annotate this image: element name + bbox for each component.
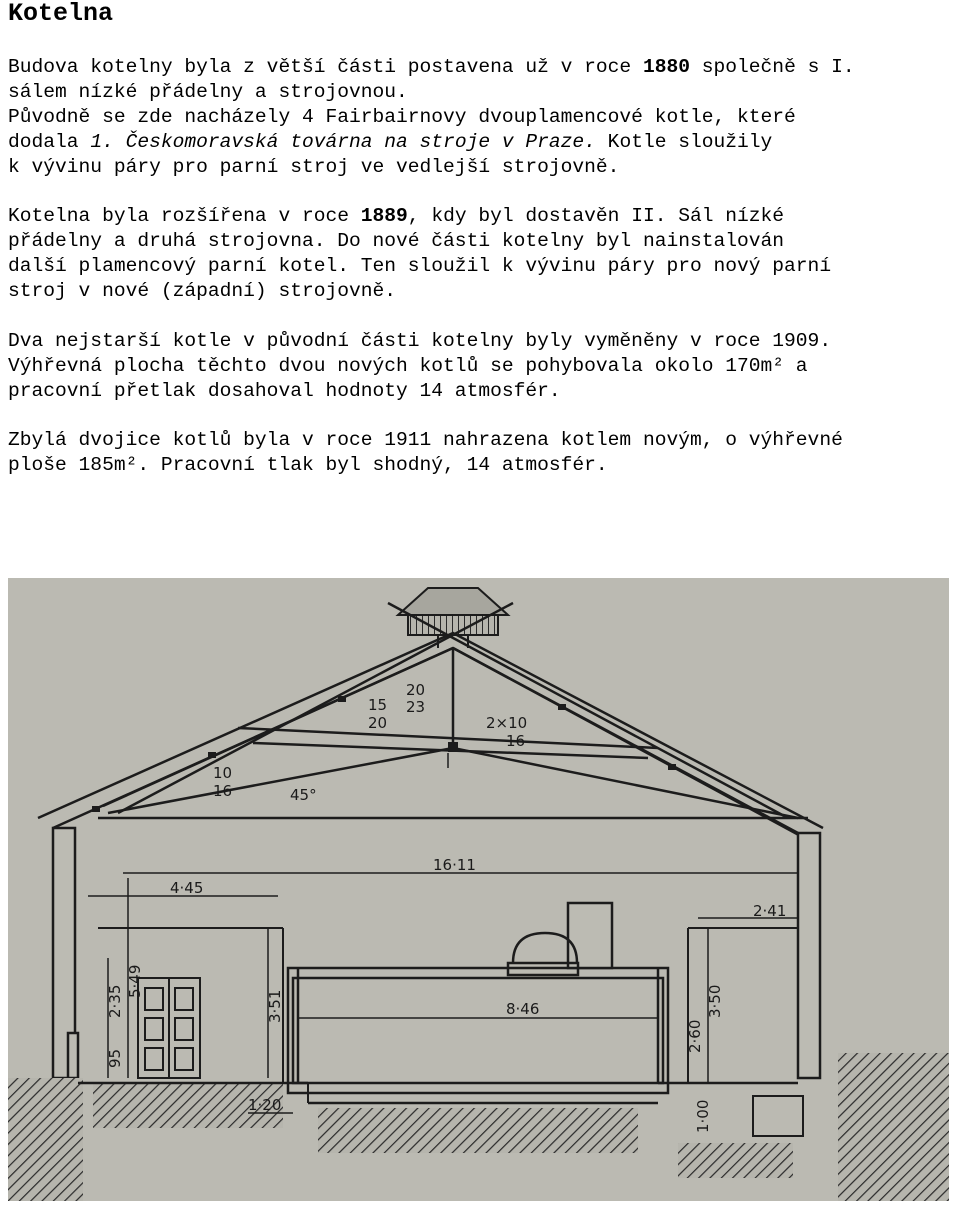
dim-15: 15 <box>368 696 388 714</box>
p2-text-1: Kotelna byla rozšířena v roce <box>8 205 361 227</box>
p2-text-2: , kdy byl dostavěn II. Sál nízké přádelny a druhá strojovna. Do nové části kotelny byl nainstalován další plamencový parní kotel. Ten sloužil k vývinu páry pro nový parní stroj v nové (západní) strojovně. <box>8 205 832 302</box>
foundation-boiler <box>318 1108 638 1153</box>
dim-3-50: 3·50 <box>706 984 724 1018</box>
dim-2-35: 2·35 <box>106 984 124 1018</box>
p1-text-1: Budova kotelny byla z větší části postavena už v roce <box>8 56 643 78</box>
foundation-right <box>678 1143 793 1178</box>
dim-16-11: 16·11 <box>433 856 476 874</box>
paragraph-1 <box>8 55 958 180</box>
p1-year-bold: 1880 <box>642 56 690 78</box>
page-title: Kotelna <box>8 0 114 28</box>
dim-8-46: 8·46 <box>506 1000 540 1018</box>
dim-16: 16 <box>213 782 233 800</box>
dim-3-51: 3·51 <box>266 989 284 1023</box>
dim-2-60: 2·60 <box>686 1019 704 1053</box>
dim-5-49: 5·49 <box>126 964 144 998</box>
ground-left <box>8 1078 83 1201</box>
dim-16b: 16 <box>506 732 526 750</box>
dim-95: 95 <box>106 1048 124 1068</box>
ground-right <box>838 1053 949 1201</box>
dim-2x10: 2×10 <box>486 714 528 732</box>
p2-year-bold: 1889 <box>360 205 408 227</box>
dim-2-41: 2·41 <box>753 902 787 920</box>
paragraph-2 <box>8 204 958 304</box>
dim-10: 10 <box>213 764 233 782</box>
p1-text-3: Kotle sloužily k vývinu páry pro parní stroj ve vedlejší strojovně. <box>8 131 773 178</box>
dim-4-45: 4·45 <box>170 879 204 897</box>
dim-20: 20 <box>368 714 388 732</box>
roof-slope-label: 45° <box>290 786 317 804</box>
boiler-house-section-drawing <box>8 578 949 1201</box>
p1-text-2: společně s I. sálem nízké přádelny a strojovnou. Původně se zde nacházely 4 Fairbairnovy dvouplamencové kotle, které dodala <box>8 56 855 153</box>
p1-manufacturer-italic: 1. Českomoravská továrna na stroje v Praze. <box>90 131 596 153</box>
dim-1-00: 1·00 <box>694 1099 712 1133</box>
paragraph-4: Zbylá dvojice kotlů byla v roce 1911 nahrazena kotlem novým, o výhřevné ploše 185m². Pracovní tlak byl shodný, 14 atmosfér. <box>8 429 843 476</box>
dim-23: 23 <box>406 698 426 716</box>
paragraph-3: Dva nejstarší kotle v původní části kotelny byly vyměněny v roce 1909. Výhřevná plocha těchto dvou nových kotlů se pohybovala okolo 170m² a pracovní přetlak dosahoval hodnoty 14 atmosfér. <box>8 330 832 402</box>
dim-1-20: 1·20 <box>248 1096 282 1114</box>
dim-20b: 20 <box>406 681 426 699</box>
